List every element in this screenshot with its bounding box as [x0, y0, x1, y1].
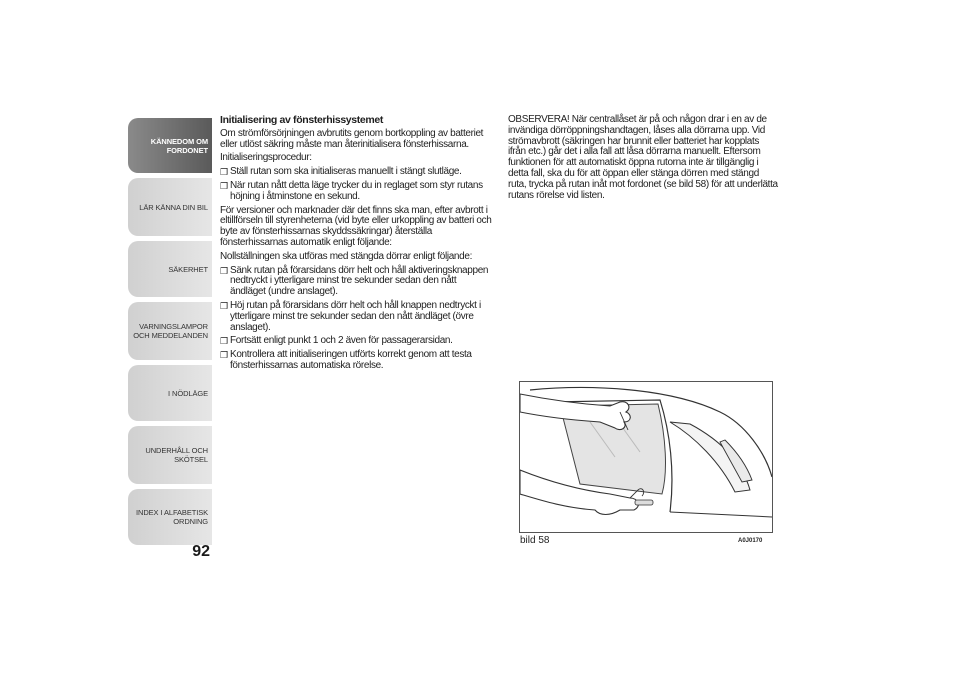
tab-kannedom-om-fordonet[interactable]	[128, 118, 212, 173]
section-heading: Initialisering av fönsterhissystemet	[220, 114, 384, 126]
list-item: ❒ Fortsätt enligt punkt 1 och 2 även för passagerarsidan.	[220, 335, 453, 347]
bullet-icon: ❒	[220, 336, 228, 347]
tab-sakerhet[interactable]	[128, 241, 212, 297]
bullet-icon: ❒	[220, 265, 228, 276]
tab-lar-kanna-din-bil[interactable]	[128, 178, 212, 236]
left-column	[220, 115, 492, 375]
tab-label: VARNINGSLAMPOR OCH MEDDELANDEN	[133, 322, 208, 340]
tab-label: LÄR KÄNNA DIN BIL	[139, 202, 208, 212]
car-window-hands-icon	[520, 382, 772, 532]
bullet-icon: ❒	[220, 350, 228, 361]
bullet-icon: ❒	[220, 180, 228, 191]
procedure-label: Initialiseringsprocedur:	[220, 152, 312, 164]
list-item: ❒ Kontrollera att initialiseringen utförts korrekt genom att testa fönsterhissarnas automatiska rörelse.	[220, 349, 472, 371]
list-item: ❒ Ställ rutan som ska initialiseras manuellt i stängt slutläge.	[220, 166, 462, 178]
bullet-icon: ❒	[220, 167, 228, 178]
figure-car-window	[519, 381, 773, 533]
tab-i-nodlage[interactable]	[128, 365, 212, 421]
versions-paragraph: För versioner och marknader där det finns ska man, efter avbrott i eltillförseln till styrenheterna (vid byte eller urkoppling av batteri och byte av fönsterhissarnas skyddssäkringar) återställa fönsterhissarnas automatik enligt följande:	[220, 204, 492, 248]
list-item: ❒ När rutan nått detta läge trycker du in reglaget som styr rutans höjning i åtminstone en sekund.	[220, 179, 483, 202]
figure-code: A0J0170	[738, 538, 763, 544]
tab-label: KÄNNEDOM OM FORDONET	[150, 136, 208, 155]
intro-paragraph: Om strömförsörjningen avbrutits genom bortkoppling av batteriet eller utlöst säkring måste man återinitialisera fönsterhissarna.	[220, 127, 484, 150]
right-column	[508, 115, 778, 204]
tab-underhall-och-skotsel[interactable]	[128, 426, 212, 484]
figure-caption: bild 58	[520, 535, 550, 546]
tab-label: SÄKERHET	[168, 264, 208, 274]
tab-label: UNDERHÅLL OCH SKÖTSEL	[145, 446, 208, 464]
bullet-icon: ❒	[220, 300, 228, 311]
reset-label: Nollställningen ska utföras med stängda dörrar enligt följande:	[220, 250, 472, 262]
note-paragraph: OBSERVERA! När centrallåset är på och någon drar i en av de invändiga dörröppningshandtagen, låses alla dörrarna upp. Vid strömavbrott (säkringen har brunnit eller batteriet har kopplats ifrån etc.) går det i alla fall att låsa dörrarna manuellt. Eftersom funktionen för att automatiskt öppna rutorna inte är tillgänglig i detta fall, ska du för att öppan eller stänga dörren med stängd ruta, trycka på rutan inåt mot fordonet (se bild 58) för att underlätta rutans rörelse vid listen.	[508, 114, 778, 201]
tab-index[interactable]	[128, 489, 212, 545]
list-item: ❒ Höj rutan på förarsidans dörr helt och håll knappen nedtryckt i ytterligare minst tre sekunder sedan den nått ändläget (övre anslaget).	[220, 299, 481, 333]
page-number: 92	[192, 543, 210, 560]
tab-label: I NÖDLÄGE	[168, 388, 208, 398]
tab-varningslampor[interactable]	[128, 302, 212, 360]
tab-label: INDEX I ALFABETISK ORDNING	[136, 508, 208, 526]
list-item: ❒ Sänk rutan på förarsidans dörr helt och håll aktiveringsknappen nedtryckt i ytterligare minst tre sekunder sedan den nått ändläget (undre anslaget).	[220, 264, 489, 298]
